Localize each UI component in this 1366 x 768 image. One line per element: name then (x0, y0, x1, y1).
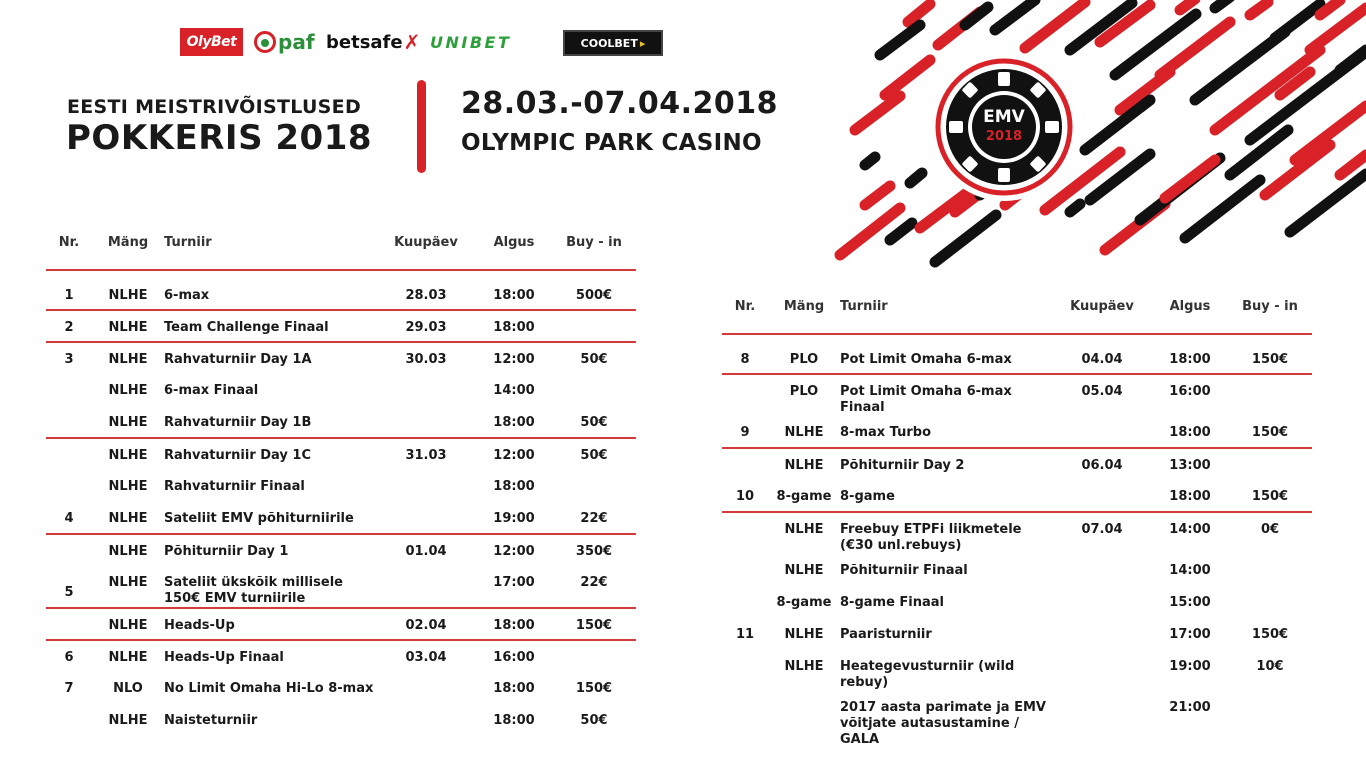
cell-buyin: 22€ (580, 575, 608, 590)
unibet-logo (430, 28, 552, 56)
cell-tournament: 6-max (164, 288, 210, 303)
table-row (46, 608, 636, 640)
cell-date (1052, 480, 1152, 512)
cell-start: 14:00 (1152, 512, 1228, 554)
col-header-nr: Nr. (722, 279, 768, 334)
cell-buyin: 150€ (1251, 352, 1289, 367)
cell-buyin: 50€ (580, 415, 608, 430)
cell-tournament: Rahvaturniir Day 1B (164, 415, 312, 430)
table-row (722, 554, 1312, 586)
cell-date: 30.03 (376, 342, 476, 374)
betsafe-logo-text: betsafe (326, 31, 403, 53)
cell-date: 04.04 (1081, 352, 1123, 367)
paf-logo-icon (254, 31, 276, 53)
col-header-tournament: Turniir (164, 215, 376, 270)
table-row (46, 438, 636, 470)
cell-buyin: 50€ (552, 438, 636, 470)
cell-start: 19:00 (1169, 659, 1211, 674)
cell-tournament: Põhiturniir Finaal (840, 563, 968, 578)
cell-tournament: 8-game (840, 489, 895, 504)
cell-tournament: Põhiturniir Day 2 (840, 448, 1052, 480)
cell-nr (46, 438, 92, 470)
coolbet-logo-text: COOLBET (580, 36, 638, 50)
cell-game: 8-game (776, 595, 832, 610)
olybet-logo-text: OlyBet (186, 34, 237, 50)
cell-buyin (552, 310, 636, 342)
col-header-nr: Nr. (46, 215, 92, 270)
cell-buyin (1228, 691, 1312, 748)
cell-game: NLHE (92, 310, 164, 342)
cell-game: NLHE (784, 563, 824, 578)
cell-buyin: 50€ (552, 342, 636, 374)
cell-tournament: Pot Limit Omaha 6-max Finaal (840, 374, 1052, 416)
cell-date: 31.03 (376, 438, 476, 470)
cell-buyin: 150€ (1251, 425, 1289, 440)
cell-start: 16:00 (476, 640, 552, 672)
table-row (722, 416, 1312, 448)
cell-game (768, 691, 840, 748)
cell-game: 8-game (776, 489, 832, 504)
cell-start: 17:00 (1169, 627, 1211, 642)
cell-buyin: 150€ (1251, 489, 1289, 504)
cell-date: 03.04 (376, 640, 476, 672)
cell-nr: 2 (46, 310, 92, 342)
cell-date (376, 406, 476, 438)
table-row (46, 310, 636, 342)
betsafe-logo (326, 28, 424, 56)
cell-buyin (1228, 448, 1312, 480)
cell-tournament: Naisteturniir (164, 713, 258, 728)
table-row (722, 691, 1312, 748)
cell-start: 19:00 (493, 511, 535, 526)
cell-date: 02.04 (376, 608, 476, 640)
cell-game: NLHE (784, 627, 824, 642)
table-row (46, 374, 636, 406)
emv-badge-year: 2018 (985, 129, 1023, 144)
table-row (46, 342, 636, 374)
unibet-logo-text: UNIBET (430, 32, 512, 52)
cell-game: NLHE (92, 342, 164, 374)
cell-game: NLHE (108, 415, 148, 430)
cell-tournament: Pot Limit Omaha 6-max (840, 352, 1012, 367)
cell-start: 18:00 (476, 310, 552, 342)
cell-tournament: Heads-Up Finaal (164, 640, 376, 672)
cell-tournament: Põhiturniir Day 1 (164, 534, 376, 566)
cell-nr: 3 (46, 342, 92, 374)
cell-nr (46, 608, 92, 640)
cell-start: 18:00 (1169, 489, 1211, 504)
table-row (46, 470, 636, 502)
table-row (722, 618, 1312, 650)
page-title-line2: POKKERIS 2018 (66, 118, 373, 158)
cell-game: NLHE (92, 640, 164, 672)
cell-nr: 1 (64, 288, 74, 303)
coolbet-logo (563, 30, 663, 56)
cell-date (376, 502, 476, 534)
cell-start: 12:00 (476, 438, 552, 470)
coolbet-arrow-icon: ▸ (639, 36, 646, 50)
cell-tournament: 8-game Finaal (840, 595, 944, 610)
decorative-stripes (820, 0, 1366, 270)
cell-tournament: Sateliit ükskõik millisele 150€ EMV turniirile (164, 575, 343, 606)
cell-tournament: No Limit Omaha Hi-Lo 8-max (164, 681, 374, 696)
cell-game: NLHE (768, 512, 840, 554)
cell-date: 29.03 (376, 310, 476, 342)
cell-nr: 10 (735, 489, 755, 504)
title-divider (417, 80, 426, 173)
col-header-buyin: Buy - in (552, 215, 636, 270)
cell-buyin: 150€ (552, 608, 636, 640)
cell-nr (46, 534, 92, 566)
col-header-tournament: Turniir (840, 279, 1052, 334)
cell-game: PLO (789, 352, 819, 367)
table-row (46, 566, 636, 608)
schedule-table-left (46, 215, 636, 736)
cell-date (1052, 618, 1152, 650)
table-row (46, 270, 636, 310)
cell-buyin (1228, 586, 1312, 618)
cell-date (1052, 691, 1152, 748)
schedule-table-right (722, 279, 1312, 748)
cell-buyin: 150€ (575, 681, 613, 696)
cell-nr (46, 406, 92, 438)
cell-tournament: Freebuy ETPFi liikmetele (€30 unl.rebuys) (840, 512, 1052, 554)
cell-start: 18:00 (493, 415, 535, 430)
cell-game: NLHE (784, 659, 824, 674)
cell-tournament: 8-max Turbo (840, 425, 932, 440)
col-header-buyin: Buy - in (1228, 279, 1312, 334)
col-header-start: Algus (1152, 279, 1228, 334)
cell-game: NLHE (108, 479, 148, 494)
cell-buyin (552, 470, 636, 502)
cell-tournament: 2017 aasta parimate ja EMV võitjate autasustamine / GALA (840, 700, 1046, 747)
betsafe-star-icon: ✗ (403, 30, 421, 54)
cell-buyin: 150€ (1251, 627, 1289, 642)
emv-badge-text: EMV (983, 107, 1025, 127)
cell-date (376, 470, 476, 502)
cell-game: NLHE (108, 713, 148, 728)
table-row (46, 534, 636, 566)
table-header-row (46, 215, 636, 270)
cell-nr: 6 (46, 640, 92, 672)
cell-nr (722, 374, 768, 416)
cell-date: 07.04 (1052, 512, 1152, 554)
table-row (722, 374, 1312, 416)
cell-nr (722, 691, 768, 748)
table-row (722, 512, 1312, 554)
cell-date: 01.04 (376, 534, 476, 566)
cell-date (376, 672, 476, 704)
cell-nr (46, 704, 92, 736)
cell-start: 18:00 (493, 681, 535, 696)
cell-tournament: Heategevusturniir (wild rebuy) (840, 659, 1015, 690)
cell-buyin (552, 640, 636, 672)
cell-start: 18:00 (493, 713, 535, 728)
cell-start: 18:00 (1169, 425, 1211, 440)
cell-game: NLHE (768, 448, 840, 480)
cell-start: 13:00 (1152, 448, 1228, 480)
table-row (722, 448, 1312, 480)
cell-tournament: Rahvaturniir Day 1C (164, 438, 376, 470)
page-title-line1: EESTI MEISTRIVÕISTLUSED (67, 96, 362, 118)
cell-nr (46, 374, 92, 406)
cell-buyin: 50€ (580, 713, 608, 728)
cell-nr (722, 586, 768, 618)
cell-date (1052, 650, 1152, 691)
cell-start: 14:00 (1169, 563, 1211, 578)
cell-buyin (1228, 554, 1312, 586)
cell-start: 15:00 (1169, 595, 1211, 610)
table-row (722, 586, 1312, 618)
olybet-logo (180, 28, 243, 56)
cell-start: 18:00 (493, 288, 535, 303)
table-row (46, 502, 636, 534)
cell-nr: 5 (64, 585, 74, 600)
cell-tournament: Paaristurniir (840, 627, 932, 642)
table-row (46, 640, 636, 672)
table-row (722, 334, 1312, 374)
cell-tournament: Team Challenge Finaal (164, 310, 376, 342)
cell-tournament: Sateliit EMV põhiturniirile (164, 511, 354, 526)
cell-date (1052, 416, 1152, 448)
cell-start: 16:00 (1152, 374, 1228, 416)
cell-game: PLO (768, 374, 840, 416)
cell-start: 18:00 (493, 479, 535, 494)
cell-game: NLHE (108, 511, 148, 526)
event-dates: 28.03.-07.04.2018 (461, 86, 779, 121)
cell-start: 14:00 (493, 383, 535, 398)
cell-tournament: Rahvaturniir Day 1A (164, 342, 376, 374)
cell-start: 21:00 (1169, 700, 1211, 715)
cell-nr (722, 650, 768, 691)
cell-nr (722, 554, 768, 586)
cell-nr (722, 448, 768, 480)
cell-game: NLHE (92, 534, 164, 566)
cell-game: NLHE (108, 288, 148, 303)
cell-tournament: Heads-Up (164, 608, 376, 640)
cell-game: NLHE (92, 438, 164, 470)
cell-buyin: 500€ (575, 288, 613, 303)
table-row (46, 704, 636, 736)
cell-nr: 4 (64, 511, 74, 526)
cell-date (1052, 554, 1152, 586)
cell-date: 06.04 (1052, 448, 1152, 480)
cell-buyin: 10€ (1256, 659, 1284, 674)
table-header-row (722, 279, 1312, 334)
cell-start: 12:00 (476, 342, 552, 374)
cell-start: 18:00 (476, 608, 552, 640)
cell-start: 12:00 (476, 534, 552, 566)
cell-nr (46, 470, 92, 502)
table-row (722, 480, 1312, 512)
event-venue: OLYMPIC PARK CASINO (461, 130, 762, 156)
cell-game: NLHE (784, 425, 824, 440)
cell-date (376, 374, 476, 406)
col-header-start: Algus (476, 215, 552, 270)
cell-nr (722, 512, 768, 554)
cell-nr: 7 (64, 681, 74, 696)
table-row (722, 650, 1312, 691)
cell-nr: 11 (735, 627, 755, 642)
cell-game: NLO (113, 681, 143, 696)
cell-nr: 9 (740, 425, 750, 440)
col-header-game: Mäng (92, 215, 164, 270)
emv-chip-icon (930, 53, 1078, 201)
cell-buyin (552, 374, 636, 406)
cell-start: 18:00 (1169, 352, 1211, 367)
cell-nr: 8 (740, 352, 750, 367)
cell-tournament: 6-max Finaal (164, 383, 259, 398)
paf-logo-text: paf (278, 30, 315, 54)
cell-buyin: 22€ (580, 511, 608, 526)
table-row (46, 672, 636, 704)
cell-buyin: 350€ (552, 534, 636, 566)
cell-date (376, 704, 476, 736)
cell-date: 05.04 (1052, 374, 1152, 416)
col-header-date: Kuupäev (376, 215, 476, 270)
cell-date: 28.03 (405, 288, 447, 303)
col-header-date: Kuupäev (1052, 279, 1152, 334)
col-header-game: Mäng (768, 279, 840, 334)
table-row (46, 406, 636, 438)
paf-logo (254, 28, 318, 56)
cell-tournament: Rahvaturniir Finaal (164, 479, 305, 494)
cell-date (1052, 586, 1152, 618)
cell-game: NLHE (108, 575, 148, 590)
cell-date (376, 566, 476, 608)
cell-buyin (1228, 374, 1312, 416)
cell-buyin: 0€ (1228, 512, 1312, 554)
cell-start: 17:00 (493, 575, 535, 590)
cell-game: NLHE (108, 383, 148, 398)
cell-game: NLHE (92, 608, 164, 640)
